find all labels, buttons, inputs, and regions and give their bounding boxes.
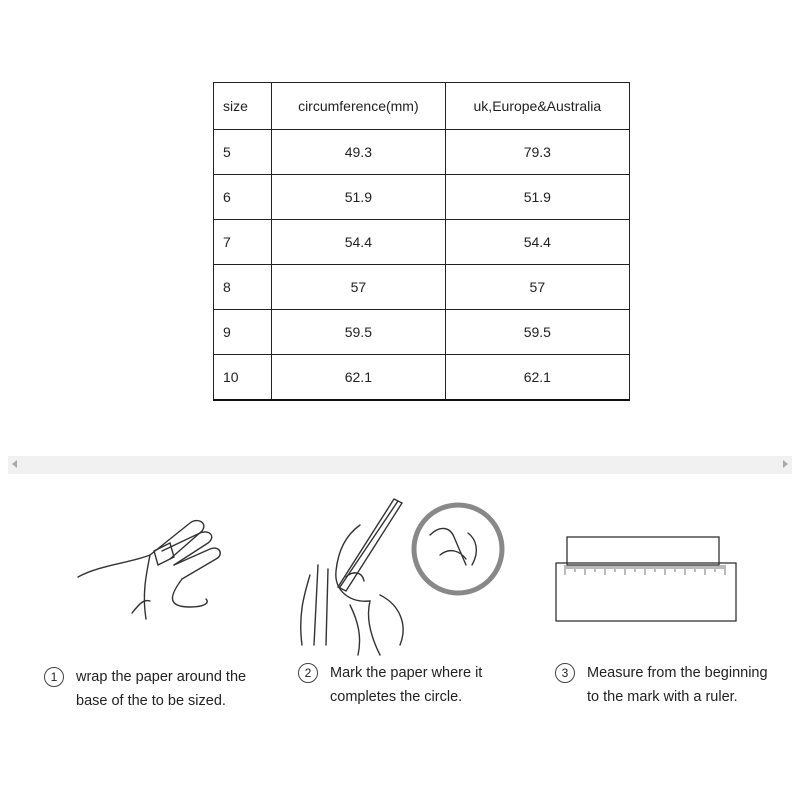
cell-circumference: 59.5 xyxy=(272,310,446,355)
step-line: Measure from the beginning xyxy=(587,665,768,681)
cell-regional-size: 79.3 xyxy=(445,130,629,175)
table-row xyxy=(214,130,630,175)
header-uk-europe-australia: uk,Europe&Australia xyxy=(445,83,629,130)
step-line: Mark the paper where it xyxy=(330,665,483,681)
step-line: wrap the paper around the xyxy=(76,669,247,685)
scroll-right-arrow-icon[interactable] xyxy=(783,460,788,468)
cell-size: 9 xyxy=(214,310,272,355)
step-line: completes the circle. xyxy=(330,689,463,705)
cell-circumference: 62.1 xyxy=(272,355,446,401)
horizontal-scrollbar[interactable] xyxy=(8,456,792,474)
step-1-instruction xyxy=(44,665,246,713)
cell-size: 7 xyxy=(214,220,272,265)
size-chart-table xyxy=(213,82,630,401)
table-row xyxy=(214,265,630,310)
cell-size: 6 xyxy=(214,175,272,220)
cell-circumference: 57 xyxy=(272,265,446,310)
step-3-instruction xyxy=(555,661,768,709)
table-row xyxy=(214,310,630,355)
cell-regional-size: 54.4 xyxy=(445,220,629,265)
step-line: to the mark with a ruler. xyxy=(587,689,738,705)
cell-regional-size: 59.5 xyxy=(445,310,629,355)
table-row xyxy=(214,220,630,265)
cell-regional-size: 57 xyxy=(445,265,629,310)
cell-size: 8 xyxy=(214,265,272,310)
hand-mark-paper-icon xyxy=(290,495,510,660)
step-number-badge: 3 xyxy=(555,663,575,683)
step-number-badge: 2 xyxy=(298,663,318,683)
header-size: size xyxy=(214,83,272,130)
cell-size: 10 xyxy=(214,355,272,401)
cell-size: 5 xyxy=(214,130,272,175)
header-circumference: circumference(mm) xyxy=(272,83,446,130)
cell-circumference: 51.9 xyxy=(272,175,446,220)
ruler-icon xyxy=(555,535,740,625)
cell-circumference: 54.4 xyxy=(272,220,446,265)
cell-circumference: 49.3 xyxy=(272,130,446,175)
cell-regional-size: 51.9 xyxy=(445,175,629,220)
step-2-instruction xyxy=(298,661,482,709)
step-line: base of the to be sized. xyxy=(76,693,226,709)
table-row xyxy=(214,175,630,220)
cell-regional-size: 62.1 xyxy=(445,355,629,401)
hand-wrap-paper-icon xyxy=(70,515,230,625)
table-header-row xyxy=(214,83,630,130)
scroll-left-arrow-icon[interactable] xyxy=(12,460,17,468)
step-number-badge: 1 xyxy=(44,667,64,687)
table-row xyxy=(214,355,630,401)
